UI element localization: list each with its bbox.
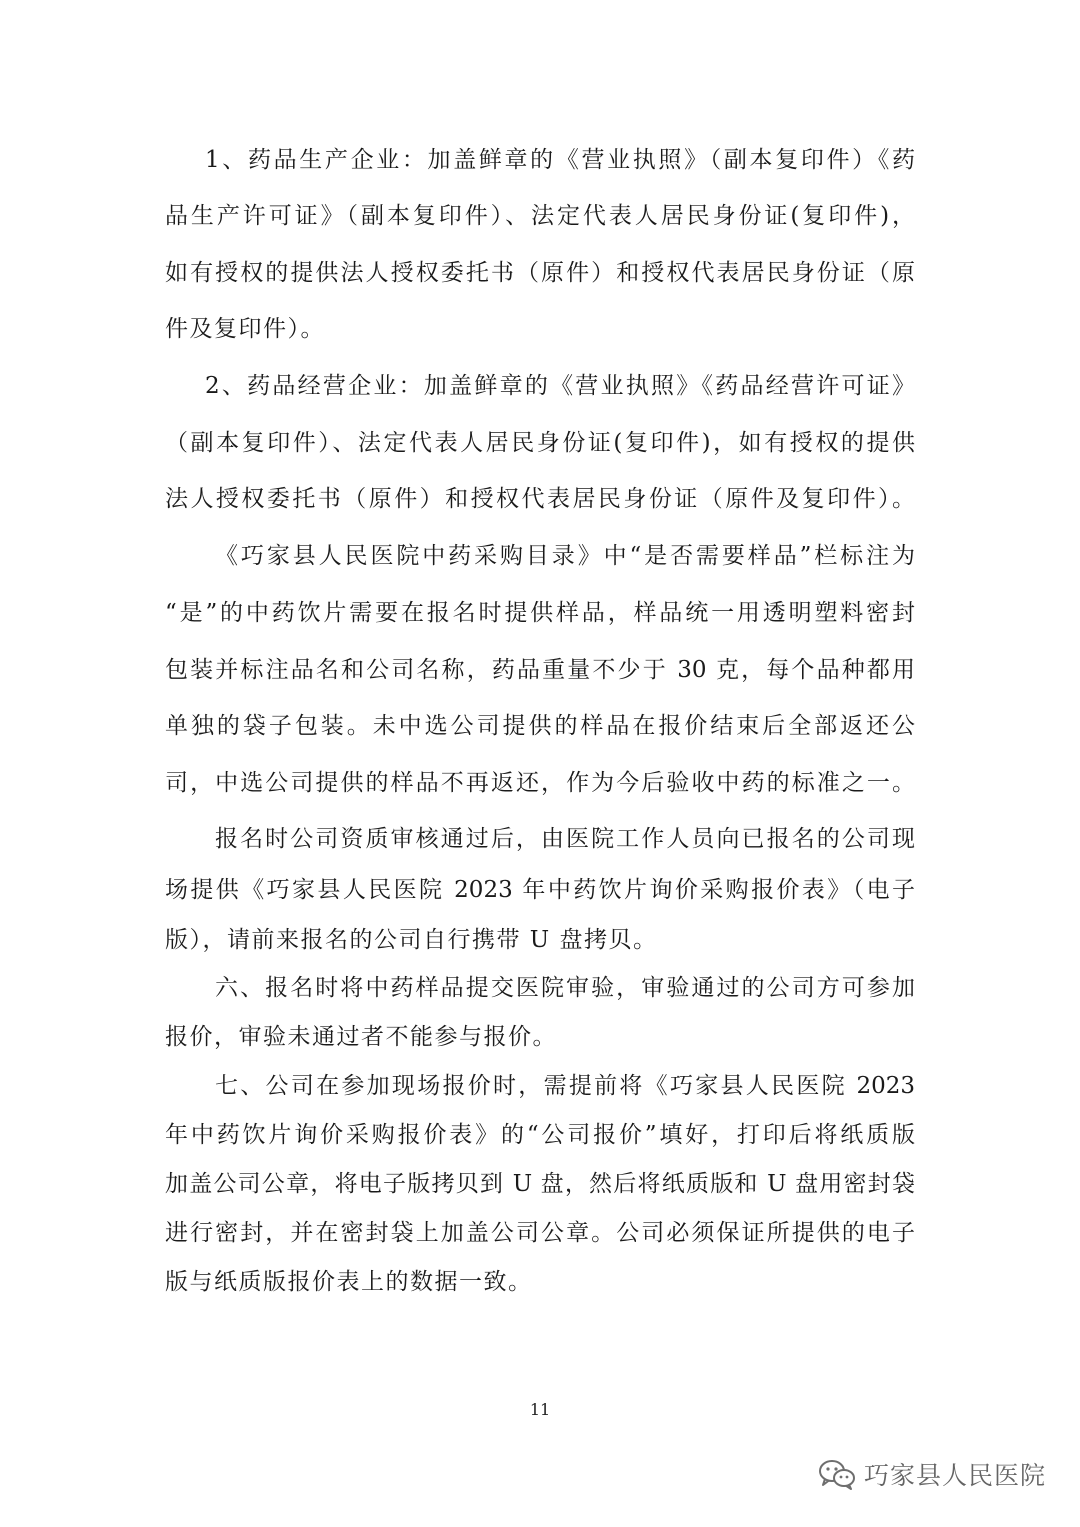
paragraph-4-line-3: 版），请前来报名的公司自行携带 U 盘拷贝。 [165,927,658,953]
paragraph-3-line-3: 包装并标注品名和公司名称，药品重量不少于 30 克，每个品种都用 [165,657,915,683]
wechat-icon [818,1458,856,1490]
paragraph-2-line-2: （副本复印件）、法定代表人居民身份证(复印件)，如有授权的提供 [165,430,915,456]
wechat-watermark [818,1452,1046,1496]
paragraph-6-line-1: 七、公司在参加现场报价时，需提前将《巧家县人民医院 2023 [215,1073,915,1099]
paragraph-4-line-2: 场提供《巧家县人民医院 2023 年中药饮片询价采购报价表》（电子 [165,877,915,903]
paragraph-4-line-1: 报名时公司资质审核通过后，由医院工作人员向已报名的公司现 [215,826,915,852]
paragraph-3-line-1: 《巧家县人民医院中药采购目录》中“是否需要样品”栏标注为 [215,543,915,569]
paragraph-2-line-1: 2、药品经营企业：加盖鲜章的《营业执照》《药品经营许可证》 [205,373,915,399]
paragraph-1-line-2: 品生产许可证》（副本复印件）、法定代表人居民身份证(复印件)， [165,203,915,229]
paragraph-6-line-4: 进行密封，并在密封袋上加盖公司公章。公司必须保证所提供的电子 [165,1220,915,1246]
watermark-text: 巧家县人民医院 [864,1461,1047,1490]
paragraph-2-line-3: 法人授权委托书（原件）和授权代表居民身份证（原件及复印件）。 [165,486,915,512]
paragraph-6-line-2: 年中药饮片询价采购报价表》的“公司报价”填好，打印后将纸质版 [165,1122,915,1148]
paragraph-3-line-5: 司，中选公司提供的样品不再返还，作为今后验收中药的标准之一。 [165,770,915,796]
paragraph-1-line-1: 1、药品生产企业：加盖鲜章的《营业执照》（副本复印件）《药 [205,147,915,173]
page-number: 11 [529,1400,551,1419]
paragraph-1-line-3: 如有授权的提供法人授权委托书（原件）和授权代表居民身份证（原 [165,260,915,286]
paragraph-6-line-3: 加盖公司公章，将电子版拷贝到 U 盘，然后将纸质版和 U 盘用密封袋 [165,1171,915,1197]
paragraph-5-line-2: 报价，审验未通过者不能参与报价。 [165,1024,557,1050]
paragraph-5-line-1: 六、报名时将中药样品提交医院审验，审验通过的公司方可参加 [215,975,915,1001]
paragraph-6-line-5: 版与纸质版报价表上的数据一致。 [165,1269,533,1295]
paragraph-3-line-4: 单独的袋子包装。未中选公司提供的样品在报价结束后全部返还公 [165,713,915,739]
paragraph-1-line-4: 件及复印件）。 [165,316,325,342]
paragraph-3-line-2: “是”的中药饮片需要在报名时提供样品，样品统一用透明塑料密封 [165,600,915,626]
